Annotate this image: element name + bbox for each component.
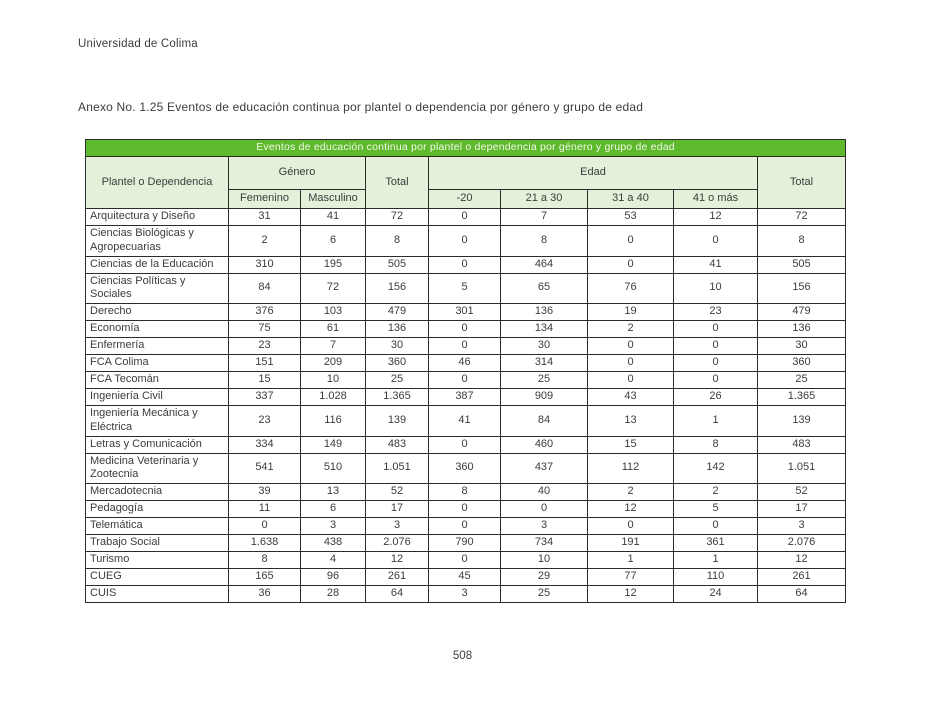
cell-edad_21_30: 3: [501, 518, 588, 535]
cell-total: 261: [758, 569, 846, 586]
col-header-genero: Género: [229, 157, 366, 190]
cell-edad_31_40: 77: [588, 569, 674, 586]
table-row: [86, 389, 846, 406]
cell-masculino: 6: [301, 226, 366, 257]
col-header-age-41plus: 41 o más: [674, 190, 758, 209]
row-label: Arquitectura y Diseño: [86, 209, 229, 226]
cell-total_genero: 8: [366, 226, 429, 257]
cell-edad_21_30: 29: [501, 569, 588, 586]
cell-total: 479: [758, 304, 846, 321]
cell-edad_21_30: 30: [501, 338, 588, 355]
cell-femenino: 8: [229, 552, 301, 569]
cell-edad_41: 5: [674, 501, 758, 518]
cell-total: 505: [758, 256, 846, 273]
table-row: [86, 209, 846, 226]
cell-total_genero: 505: [366, 256, 429, 273]
cell-edad_41: 24: [674, 586, 758, 603]
col-header-masculino: Masculino: [301, 190, 366, 209]
row-label: Trabajo Social: [86, 535, 229, 552]
cell-edad_21_30: 65: [501, 273, 588, 304]
cell-total_genero: 64: [366, 586, 429, 603]
table-row: [86, 304, 846, 321]
table-row: [86, 406, 846, 437]
cell-masculino: 438: [301, 535, 366, 552]
row-label: Ciencias Políticas y Sociales: [86, 273, 229, 304]
banner-row: [86, 140, 846, 157]
cell-total_genero: 17: [366, 501, 429, 518]
row-label: Ingeniería Civil: [86, 389, 229, 406]
cell-masculino: 96: [301, 569, 366, 586]
institution-name: Universidad de Colima: [78, 38, 198, 50]
cell-total: 1.051: [758, 453, 846, 484]
cell-edad_41: 361: [674, 535, 758, 552]
cell-edad_31_40: 19: [588, 304, 674, 321]
cell-edad_21_30: 314: [501, 355, 588, 372]
cell-edad_21_30: 40: [501, 484, 588, 501]
cell-total_genero: 483: [366, 436, 429, 453]
row-label: Mercadotecnia: [86, 484, 229, 501]
cell-total: 156: [758, 273, 846, 304]
cell-edad_21_30: 909: [501, 389, 588, 406]
cell-total_genero: 139: [366, 406, 429, 437]
cell-edad_m20: 41: [429, 406, 501, 437]
cell-masculino: 41: [301, 209, 366, 226]
cell-edad_m20: 0: [429, 226, 501, 257]
cell-edad_31_40: 0: [588, 355, 674, 372]
cell-edad_31_40: 15: [588, 436, 674, 453]
cell-edad_m20: 360: [429, 453, 501, 484]
cell-edad_31_40: 76: [588, 273, 674, 304]
cell-edad_21_30: 0: [501, 501, 588, 518]
cell-masculino: 149: [301, 436, 366, 453]
education-events-table: [85, 139, 846, 603]
col-header-edad: Edad: [429, 157, 758, 190]
table-row: [86, 453, 846, 484]
cell-femenino: 2: [229, 226, 301, 257]
table-row: [86, 355, 846, 372]
cell-masculino: 72: [301, 273, 366, 304]
col-header-age-minus20: -20: [429, 190, 501, 209]
cell-edad_21_30: 464: [501, 256, 588, 273]
table-row: [86, 569, 846, 586]
cell-total_genero: 52: [366, 484, 429, 501]
cell-edad_41: 142: [674, 453, 758, 484]
cell-edad_m20: 8: [429, 484, 501, 501]
cell-edad_31_40: 12: [588, 586, 674, 603]
cell-femenino: 23: [229, 338, 301, 355]
cell-edad_41: 0: [674, 338, 758, 355]
cell-femenino: 39: [229, 484, 301, 501]
cell-edad_21_30: 84: [501, 406, 588, 437]
cell-edad_41: 8: [674, 436, 758, 453]
table-row: [86, 338, 846, 355]
row-label: Medicina Veterinaria y Zootecnia: [86, 453, 229, 484]
cell-edad_21_30: 460: [501, 436, 588, 453]
cell-edad_41: 110: [674, 569, 758, 586]
cell-edad_21_30: 25: [501, 586, 588, 603]
cell-edad_m20: 0: [429, 552, 501, 569]
table-row: [86, 226, 846, 257]
cell-edad_m20: 0: [429, 501, 501, 518]
cell-masculino: 13: [301, 484, 366, 501]
cell-edad_41: 12: [674, 209, 758, 226]
cell-edad_31_40: 0: [588, 372, 674, 389]
cell-total_genero: 261: [366, 569, 429, 586]
cell-edad_m20: 45: [429, 569, 501, 586]
cell-total_genero: 2.076: [366, 535, 429, 552]
cell-femenino: 376: [229, 304, 301, 321]
row-label: Letras y Comunicación: [86, 436, 229, 453]
cell-total_genero: 360: [366, 355, 429, 372]
cell-total: 30: [758, 338, 846, 355]
cell-masculino: 28: [301, 586, 366, 603]
cell-edad_31_40: 0: [588, 338, 674, 355]
table-row: [86, 436, 846, 453]
table-header: [86, 140, 846, 209]
cell-masculino: 1.028: [301, 389, 366, 406]
table-row: [86, 535, 846, 552]
cell-edad_31_40: 0: [588, 256, 674, 273]
col-header-age-21-30: 21 a 30: [501, 190, 588, 209]
cell-edad_31_40: 53: [588, 209, 674, 226]
document-title: Anexo No. 1.25 Eventos de educación continua por plantel o dependencia por género y grupo de edad: [78, 100, 644, 114]
cell-edad_21_30: 25: [501, 372, 588, 389]
cell-edad_41: 1: [674, 552, 758, 569]
cell-edad_m20: 0: [429, 209, 501, 226]
cell-edad_m20: 5: [429, 273, 501, 304]
cell-femenino: 541: [229, 453, 301, 484]
cell-total_genero: 479: [366, 304, 429, 321]
cell-masculino: 195: [301, 256, 366, 273]
row-label: Ciencias de la Educación: [86, 256, 229, 273]
cell-total_genero: 1.051: [366, 453, 429, 484]
cell-edad_21_30: 7: [501, 209, 588, 226]
cell-total: 8: [758, 226, 846, 257]
cell-total_genero: 156: [366, 273, 429, 304]
cell-edad_21_30: 437: [501, 453, 588, 484]
cell-edad_21_30: 134: [501, 321, 588, 338]
cell-masculino: 103: [301, 304, 366, 321]
table-row: [86, 484, 846, 501]
header-row-1: [86, 157, 846, 190]
cell-masculino: 3: [301, 518, 366, 535]
row-label: Derecho: [86, 304, 229, 321]
cell-femenino: 36: [229, 586, 301, 603]
cell-total: 17: [758, 501, 846, 518]
cell-femenino: 15: [229, 372, 301, 389]
cell-edad_21_30: 8: [501, 226, 588, 257]
cell-total: 3: [758, 518, 846, 535]
table-row: [86, 518, 846, 535]
cell-femenino: 11: [229, 501, 301, 518]
cell-edad_m20: 3: [429, 586, 501, 603]
row-label: Enfermería: [86, 338, 229, 355]
cell-total: 72: [758, 209, 846, 226]
col-header-plantel: Plantel o Dependencia: [86, 157, 229, 209]
cell-masculino: 6: [301, 501, 366, 518]
cell-femenino: 334: [229, 436, 301, 453]
cell-edad_31_40: 2: [588, 484, 674, 501]
col-header-femenino: Femenino: [229, 190, 301, 209]
row-label: Telemática: [86, 518, 229, 535]
cell-total_genero: 30: [366, 338, 429, 355]
row-label: Ciencias Biológicas y Agropecuarias: [86, 226, 229, 257]
row-label: Pedagogía: [86, 501, 229, 518]
cell-femenino: 337: [229, 389, 301, 406]
cell-edad_41: 2: [674, 484, 758, 501]
cell-femenino: 75: [229, 321, 301, 338]
cell-edad_41: 0: [674, 372, 758, 389]
cell-total_genero: 25: [366, 372, 429, 389]
cell-masculino: 10: [301, 372, 366, 389]
cell-total: 2.076: [758, 535, 846, 552]
cell-edad_31_40: 112: [588, 453, 674, 484]
cell-total_genero: 72: [366, 209, 429, 226]
table-row: [86, 273, 846, 304]
table-row: [86, 501, 846, 518]
cell-edad_31_40: 12: [588, 501, 674, 518]
cell-edad_41: 26: [674, 389, 758, 406]
cell-total_genero: 3: [366, 518, 429, 535]
cell-edad_m20: 0: [429, 436, 501, 453]
table-row: [86, 372, 846, 389]
table-row: [86, 256, 846, 273]
cell-total: 483: [758, 436, 846, 453]
cell-masculino: 116: [301, 406, 366, 437]
cell-edad_21_30: 734: [501, 535, 588, 552]
cell-edad_m20: 0: [429, 321, 501, 338]
table-banner-title: Eventos de educación continua por plantel o dependencia por género y grupo de edad: [86, 140, 846, 157]
cell-edad_m20: 0: [429, 338, 501, 355]
cell-edad_m20: 387: [429, 389, 501, 406]
cell-edad_41: 23: [674, 304, 758, 321]
cell-edad_41: 0: [674, 226, 758, 257]
cell-edad_31_40: 2: [588, 321, 674, 338]
table-body: [86, 209, 846, 603]
col-header-age-31-40: 31 a 40: [588, 190, 674, 209]
cell-edad_41: 41: [674, 256, 758, 273]
cell-femenino: 23: [229, 406, 301, 437]
col-header-total-genero: Total: [366, 157, 429, 209]
cell-masculino: 510: [301, 453, 366, 484]
row-label: Ingeniería Mecánica y Eléctrica: [86, 406, 229, 437]
cell-edad_31_40: 1: [588, 552, 674, 569]
cell-femenino: 310: [229, 256, 301, 273]
cell-edad_21_30: 136: [501, 304, 588, 321]
table-row: [86, 586, 846, 603]
row-label: FCA Tecomán: [86, 372, 229, 389]
cell-total: 360: [758, 355, 846, 372]
cell-total: 25: [758, 372, 846, 389]
cell-total: 64: [758, 586, 846, 603]
table-row: [86, 552, 846, 569]
cell-edad_41: 1: [674, 406, 758, 437]
cell-femenino: 151: [229, 355, 301, 372]
cell-edad_m20: 790: [429, 535, 501, 552]
cell-edad_21_30: 10: [501, 552, 588, 569]
cell-masculino: 7: [301, 338, 366, 355]
cell-total_genero: 136: [366, 321, 429, 338]
cell-femenino: 31: [229, 209, 301, 226]
cell-edad_31_40: 43: [588, 389, 674, 406]
cell-edad_31_40: 0: [588, 226, 674, 257]
cell-edad_41: 10: [674, 273, 758, 304]
cell-edad_41: 0: [674, 321, 758, 338]
cell-edad_31_40: 13: [588, 406, 674, 437]
cell-femenino: 1.638: [229, 535, 301, 552]
row-label: Turismo: [86, 552, 229, 569]
cell-edad_m20: 0: [429, 372, 501, 389]
cell-total: 1.365: [758, 389, 846, 406]
cell-total: 136: [758, 321, 846, 338]
cell-edad_31_40: 0: [588, 518, 674, 535]
cell-femenino: 84: [229, 273, 301, 304]
row-label: CUIS: [86, 586, 229, 603]
cell-edad_m20: 0: [429, 518, 501, 535]
row-label: Economía: [86, 321, 229, 338]
cell-edad_41: 0: [674, 518, 758, 535]
cell-total_genero: 12: [366, 552, 429, 569]
cell-total: 52: [758, 484, 846, 501]
cell-total_genero: 1.365: [366, 389, 429, 406]
cell-femenino: 165: [229, 569, 301, 586]
row-label: CUEG: [86, 569, 229, 586]
cell-total: 139: [758, 406, 846, 437]
col-header-total-edad: Total: [758, 157, 846, 209]
cell-masculino: 209: [301, 355, 366, 372]
cell-total: 12: [758, 552, 846, 569]
table-row: [86, 321, 846, 338]
cell-edad_41: 0: [674, 355, 758, 372]
cell-edad_31_40: 191: [588, 535, 674, 552]
cell-edad_m20: 0: [429, 256, 501, 273]
cell-masculino: 61: [301, 321, 366, 338]
cell-edad_m20: 301: [429, 304, 501, 321]
cell-edad_m20: 46: [429, 355, 501, 372]
row-label: FCA Colima: [86, 355, 229, 372]
cell-masculino: 4: [301, 552, 366, 569]
cell-femenino: 0: [229, 518, 301, 535]
page-number: 508: [452, 650, 473, 662]
